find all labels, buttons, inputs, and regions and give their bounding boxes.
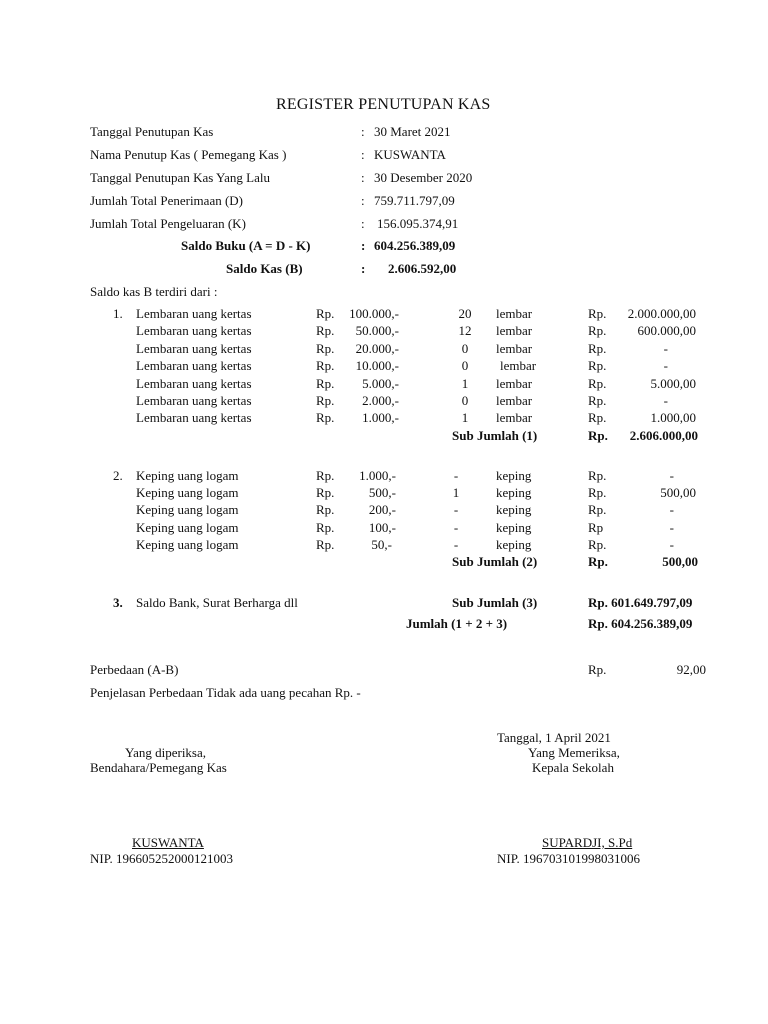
row-quantity: - <box>453 537 459 552</box>
row-denomination: 1.000,- <box>359 468 396 483</box>
left-role-line1: Yang diperiksa, <box>125 745 207 760</box>
row-denomination: 5.000,- <box>362 376 399 391</box>
row-rp2: Rp. <box>588 502 607 517</box>
subtotal-1-rp: Rp. <box>588 428 608 443</box>
row-denomination: 20.000,- <box>355 341 399 356</box>
row-rp2: Rp. <box>588 306 607 321</box>
header-value: 30 Desember 2020 <box>374 170 473 185</box>
row-denomination: 50.000,- <box>355 323 399 338</box>
header-separator: : <box>361 147 365 162</box>
row-desc: Lembaran uang kertas <box>136 393 252 408</box>
row-rp2: Rp <box>588 520 604 535</box>
row-unit: lembar <box>500 358 537 373</box>
row-rp2: Rp. <box>588 410 607 425</box>
saldo-buku-separator: : <box>361 238 366 253</box>
right-role-line2: Kepala Sekolah <box>532 760 614 775</box>
row-amount: 5.000,00 <box>650 376 696 391</box>
saldo-kas-separator: : <box>361 261 366 276</box>
row-desc: Lembaran uang kertas <box>136 358 252 373</box>
subtotal-3-value: Rp. 601.649.797,09 <box>588 595 693 610</box>
row-unit: lembar <box>496 306 533 321</box>
right-signer-nip: NIP. 196703101998031006 <box>497 851 641 866</box>
subtotal-3-label: Sub Jumlah (3) <box>452 595 538 610</box>
header-label: Tanggal Penutupan Kas Yang Lalu <box>90 170 270 185</box>
row-quantity: 0 <box>461 341 469 356</box>
right-role-line1: Yang Memeriksa, <box>528 745 620 760</box>
row-unit: lembar <box>496 376 533 391</box>
header-value: 30 Maret 2021 <box>374 124 451 139</box>
header-value: 156.095.374,91 <box>377 216 459 231</box>
row-amount: - <box>663 358 668 373</box>
row-quantity: 0 <box>461 358 469 373</box>
row-denomination: 100,- <box>368 520 396 535</box>
row-desc: Lembaran uang kertas <box>136 306 252 321</box>
row-amount: 2.000.000,00 <box>627 306 696 321</box>
row-quantity: 1 <box>461 376 469 391</box>
row-unit: keping <box>496 502 532 517</box>
saldo-kas-label: Saldo Kas (B) <box>226 261 303 276</box>
header-label: Nama Penutup Kas ( Pemegang Kas ) <box>90 147 287 162</box>
row-rp2: Rp. <box>588 537 607 552</box>
row-denomination: 100.000,- <box>349 306 399 321</box>
row-amount: 600.000,00 <box>637 323 696 338</box>
header-value: KUSWANTA <box>374 147 446 162</box>
header-label: Jumlah Total Pengeluaran (K) <box>90 216 246 231</box>
row-unit: lembar <box>496 393 533 408</box>
difference-rp: Rp. <box>588 662 607 677</box>
saldo-kas-value: 2.606.592,00 <box>388 261 457 276</box>
row-rp2: Rp. <box>588 468 607 483</box>
row-rp2: Rp. <box>588 323 607 338</box>
row-rp: Rp. <box>316 537 335 552</box>
difference-value: 92,00 <box>676 662 706 677</box>
subtotal-2-label: Sub Jumlah (2) <box>452 554 538 569</box>
grand-total-value: Rp. 604.256.389,09 <box>588 616 693 631</box>
row-quantity: 1 <box>452 485 460 500</box>
saldo-buku-label: Saldo Buku (A = D - K) <box>181 238 311 253</box>
row-rp: Rp. <box>316 358 335 373</box>
bank-desc: Saldo Bank, Surat Berharga dll <box>136 595 298 610</box>
section-number: 2. <box>113 468 123 483</box>
row-rp: Rp. <box>316 393 335 408</box>
row-rp2: Rp. <box>588 393 607 408</box>
signature-date: Tanggal, 1 April 2021 <box>497 730 611 745</box>
difference-explanation: Penjelasan Perbedaan Tidak ada uang pecahan Rp. - <box>90 685 361 700</box>
header-separator: : <box>361 170 365 185</box>
row-amount: - <box>663 341 668 356</box>
row-desc: Keping uang logam <box>136 520 239 535</box>
row-rp: Rp. <box>316 306 335 321</box>
row-desc: Lembaran uang kertas <box>136 376 252 391</box>
row-amount: 500,00 <box>660 485 696 500</box>
row-quantity: 0 <box>461 393 469 408</box>
grand-total-label: Jumlah (1 + 2 + 3) <box>406 616 508 631</box>
right-signer-name: SUPARDJI, S.Pd <box>542 835 633 850</box>
row-amount: 1.000,00 <box>650 410 696 425</box>
row-rp: Rp. <box>316 341 335 356</box>
row-desc: Keping uang logam <box>136 537 239 552</box>
row-rp: Rp. <box>316 485 335 500</box>
row-rp: Rp. <box>316 520 335 535</box>
document-title: REGISTER PENUTUPAN KAS <box>276 96 491 113</box>
row-quantity: - <box>453 520 459 535</box>
row-desc: Keping uang logam <box>136 468 239 483</box>
row-denomination: 200,- <box>368 502 396 517</box>
row-rp2: Rp. <box>588 358 607 373</box>
row-amount: - <box>669 537 674 552</box>
subtotal-1-label: Sub Jumlah (1) <box>452 428 538 443</box>
row-rp: Rp. <box>316 410 335 425</box>
row-rp2: Rp. <box>588 341 607 356</box>
subtotal-1-value: 2.606.000,00 <box>629 428 698 443</box>
header-label: Jumlah Total Penerimaan (D) <box>90 193 244 208</box>
row-unit: keping <box>496 485 532 500</box>
section-number: 3. <box>113 595 123 610</box>
row-amount: - <box>669 468 674 483</box>
row-desc: Lembaran uang kertas <box>136 341 252 356</box>
row-unit: lembar <box>496 341 533 356</box>
row-unit: keping <box>496 537 532 552</box>
header-value: 759.711.797,09 <box>374 193 455 208</box>
section-number: 1. <box>113 306 123 321</box>
header-separator: : <box>361 124 365 139</box>
row-amount: - <box>663 393 668 408</box>
row-rp: Rp. <box>316 468 335 483</box>
left-role-line2: Bendahara/Pemegang Kas <box>90 760 227 775</box>
row-rp: Rp. <box>316 323 335 338</box>
row-quantity: 12 <box>458 323 472 338</box>
row-rp: Rp. <box>316 376 335 391</box>
row-amount: - <box>669 502 674 517</box>
saldo-buku-value: 604.256.389,09 <box>374 238 456 253</box>
subtotal-2-value: 500,00 <box>662 554 698 569</box>
row-denomination: 1.000,- <box>362 410 399 425</box>
row-denomination: 10.000,- <box>355 358 399 373</box>
header-separator: : <box>361 193 365 208</box>
row-quantity: 20 <box>458 306 472 321</box>
row-rp2: Rp. <box>588 485 607 500</box>
row-denomination: 500,- <box>368 485 396 500</box>
row-rp: Rp. <box>316 502 335 517</box>
row-denomination: 50,- <box>371 537 392 552</box>
row-amount: - <box>669 520 674 535</box>
row-quantity: - <box>453 468 459 483</box>
row-unit: keping <box>496 520 532 535</box>
row-unit: lembar <box>496 410 533 425</box>
row-unit: keping <box>496 468 532 483</box>
header-label: Tanggal Penutupan Kas <box>90 124 214 139</box>
row-desc: Lembaran uang kertas <box>136 323 252 338</box>
row-denomination: 2.000,- <box>362 393 399 408</box>
difference-label: Perbedaan (A-B) <box>90 662 179 677</box>
row-quantity: - <box>453 502 459 517</box>
row-desc: Keping uang logam <box>136 502 239 517</box>
row-desc: Keping uang logam <box>136 485 239 500</box>
header-separator: : <box>361 216 365 231</box>
row-unit: lembar <box>496 323 533 338</box>
row-desc: Lembaran uang kertas <box>136 410 252 425</box>
subtotal-2-rp: Rp. <box>588 554 608 569</box>
breakdown-intro: Saldo kas B terdiri dari : <box>90 284 218 299</box>
row-quantity: 1 <box>461 410 469 425</box>
left-signer-name: KUSWANTA <box>132 835 204 850</box>
left-signer-nip: NIP. 196605252000121003 <box>90 851 234 866</box>
row-rp2: Rp. <box>588 376 607 391</box>
